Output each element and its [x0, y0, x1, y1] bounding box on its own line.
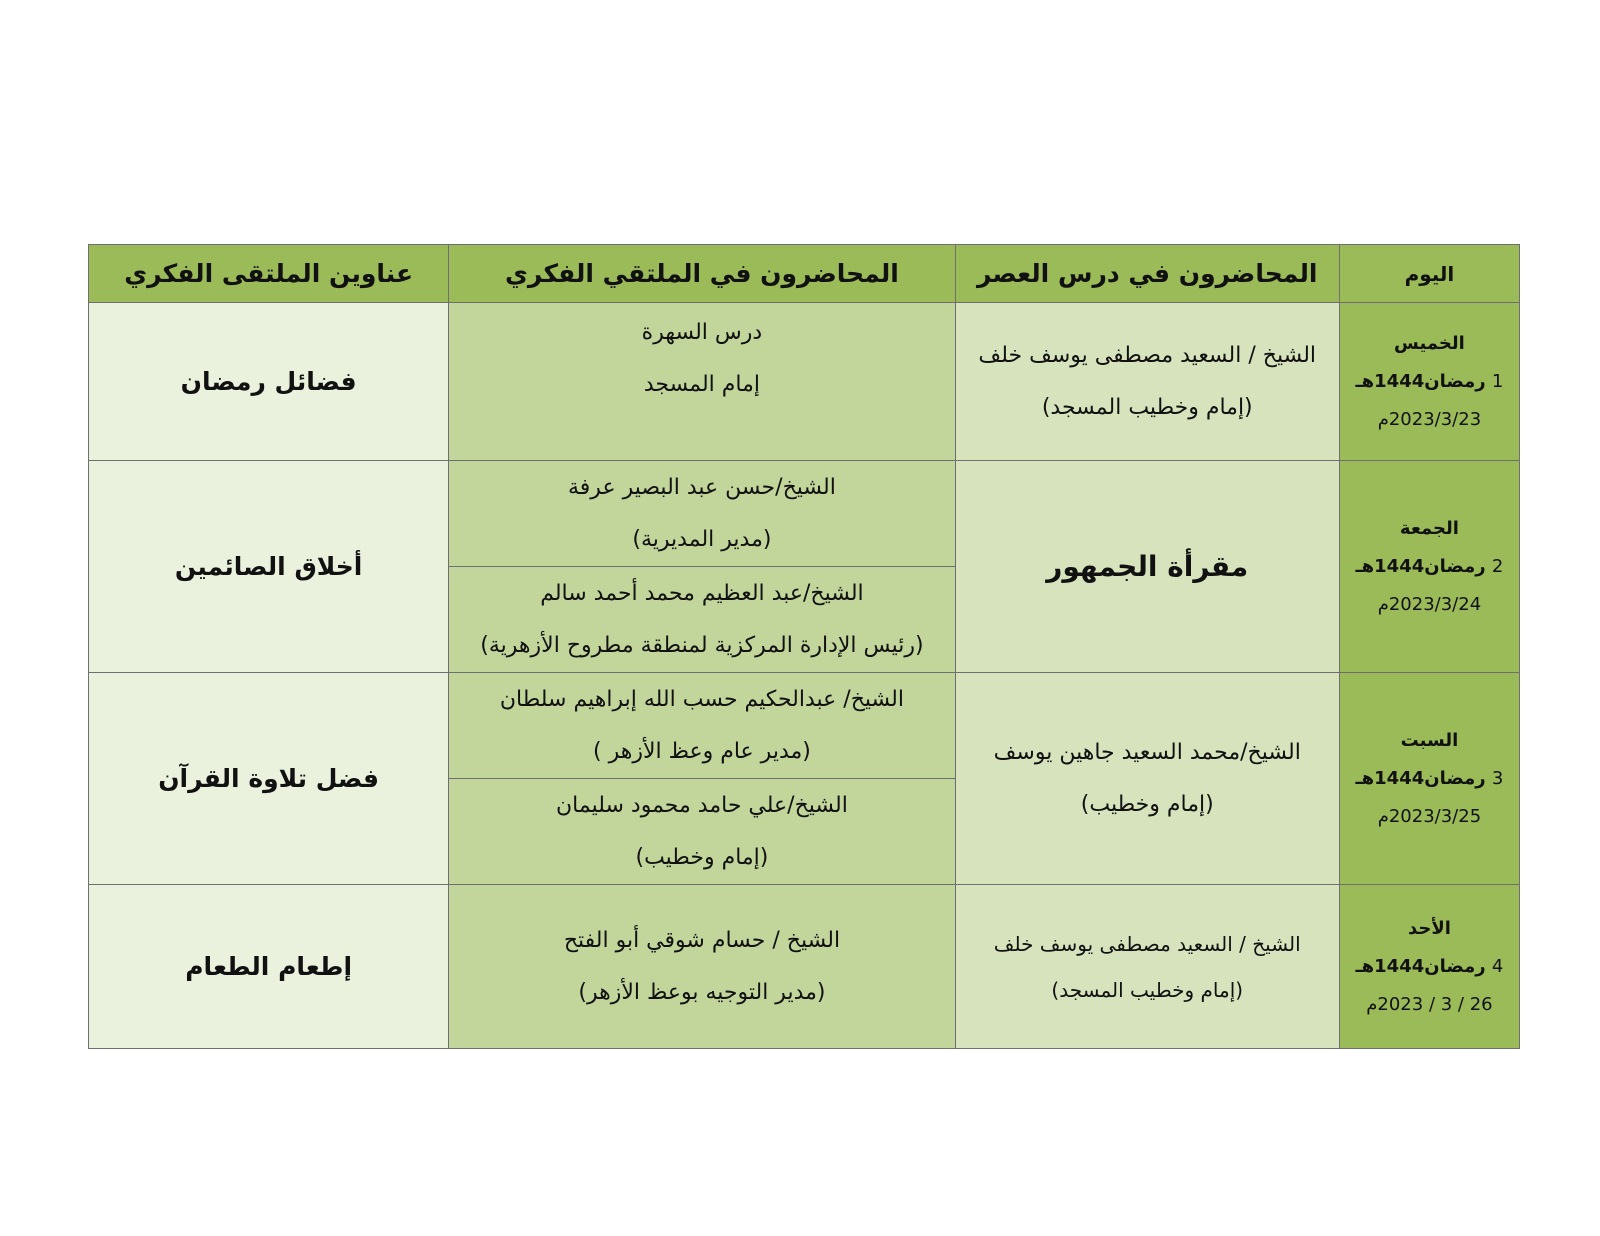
day-name: الخميس — [1394, 332, 1465, 354]
multaqa-lecturer-cell — [449, 461, 955, 567]
asr-lecturer-cell — [955, 673, 1339, 885]
asr-lecturer-role: (إمام وخطيب المسجد) — [1041, 394, 1253, 420]
header-day: اليوم — [1339, 245, 1519, 303]
multaqa-title-cell: أخلاق الصائمين — [89, 461, 449, 673]
multaqa-lecturer-role: (مدير المديرية) — [632, 526, 772, 552]
asr-lecturer-cell — [955, 461, 1339, 673]
hijri-date: رمضان1444هـ — [1355, 555, 1486, 577]
day-name: الجمعة — [1399, 517, 1459, 539]
day-number: 4 — [1491, 955, 1504, 977]
header-asr-lecturers: المحاضرون في درس العصر — [955, 245, 1339, 303]
asr-lecturer-role: (إمام وخطيب المسجد) — [1051, 977, 1244, 1002]
multaqa-lecturer-cell — [449, 779, 955, 885]
day-number: 3 — [1491, 767, 1504, 789]
multaqa-title-cell: فضائل رمضان — [89, 303, 449, 461]
asr-lecturer-role: (إمام وخطيب) — [1080, 791, 1214, 817]
multaqa-lecturer-cell — [449, 567, 955, 673]
multaqa-lecturer-name: الشيخ/عبد العظيم محمد أحمد سالم — [540, 580, 864, 606]
multaqa-lecturer-name: الشيخ / حسام شوقي أبو الفتح — [563, 927, 841, 953]
asr-lecturer-name: الشيخ / السعيد مصطفى يوسف خلف — [978, 342, 1317, 368]
table-row — [89, 303, 1520, 461]
gregorian-date: 26 / 3 / 2023م — [1366, 993, 1493, 1015]
day-name: الأحد — [1407, 917, 1451, 939]
multaqa-lecturer-role: (مدير التوجيه بوعظ الأزهر) — [578, 979, 826, 1005]
table-row — [89, 885, 1520, 1049]
day-cell — [1339, 303, 1519, 461]
gregorian-date: 2023/3/25م — [1377, 805, 1482, 827]
gregorian-date: 2023/3/23م — [1377, 408, 1482, 430]
day-cell — [1339, 885, 1519, 1049]
header-multaqa-titles: عناوين الملتقى الفكري — [89, 245, 449, 303]
day-cell — [1339, 673, 1519, 885]
asr-lecturer-name: مقرأة الجمهور — [1046, 549, 1249, 583]
gregorian-date: 2023/3/24م — [1377, 593, 1482, 615]
day-number: 2 — [1491, 555, 1504, 577]
multaqa-title-cell: فضل تلاوة القرآن — [89, 673, 449, 885]
multaqa-lecturer-name: الشيخ/علي حامد محمود سليمان — [556, 792, 848, 818]
table-row — [89, 461, 1520, 567]
multaqa-lecturer-role: إمام المسجد — [643, 372, 760, 397]
schedule-table — [88, 244, 1520, 1049]
multaqa-lecturer-cell — [449, 885, 955, 1049]
day-name: السبت — [1400, 729, 1459, 751]
day-cell — [1339, 461, 1519, 673]
asr-lecturer-cell — [955, 303, 1339, 461]
table-row — [89, 673, 1520, 779]
asr-lecturer-name: الشيخ / السعيد مصطفى يوسف خلف — [993, 931, 1301, 956]
multaqa-lecturer-role: (مدير عام وعظ الأزهر ) — [593, 738, 811, 764]
hijri-date: رمضان1444هـ — [1355, 370, 1486, 392]
multaqa-lecturer-name: الشيخ/ عبدالحكيم حسب الله إبراهيم سلطان — [499, 686, 904, 712]
multaqa-lecturer-cell — [449, 303, 955, 461]
header-row — [89, 245, 1520, 303]
hijri-date: رمضان1444هـ — [1355, 955, 1486, 977]
day-number: 1 — [1491, 370, 1504, 392]
multaqa-title-cell: إطعام الطعام — [89, 885, 449, 1049]
multaqa-lecturer-cell — [449, 673, 955, 779]
multaqa-lecturer-role: (إمام وخطيب) — [635, 844, 769, 870]
hijri-date: رمضان1444هـ — [1355, 767, 1486, 789]
multaqa-lecturer-name: درس السهرة — [641, 320, 763, 345]
asr-lecturer-cell — [955, 885, 1339, 1049]
multaqa-lecturer-role: (رئيس الإدارة المركزية لمنطقة مطروح الأزهرية) — [480, 632, 924, 658]
header-multaqa-lecturers: المحاضرون في الملتقي الفكري — [449, 245, 955, 303]
multaqa-lecturer-name: الشيخ/حسن عبد البصير عرفة — [568, 474, 836, 500]
asr-lecturer-name: الشيخ/محمد السعيد جاهين يوسف — [993, 739, 1301, 765]
